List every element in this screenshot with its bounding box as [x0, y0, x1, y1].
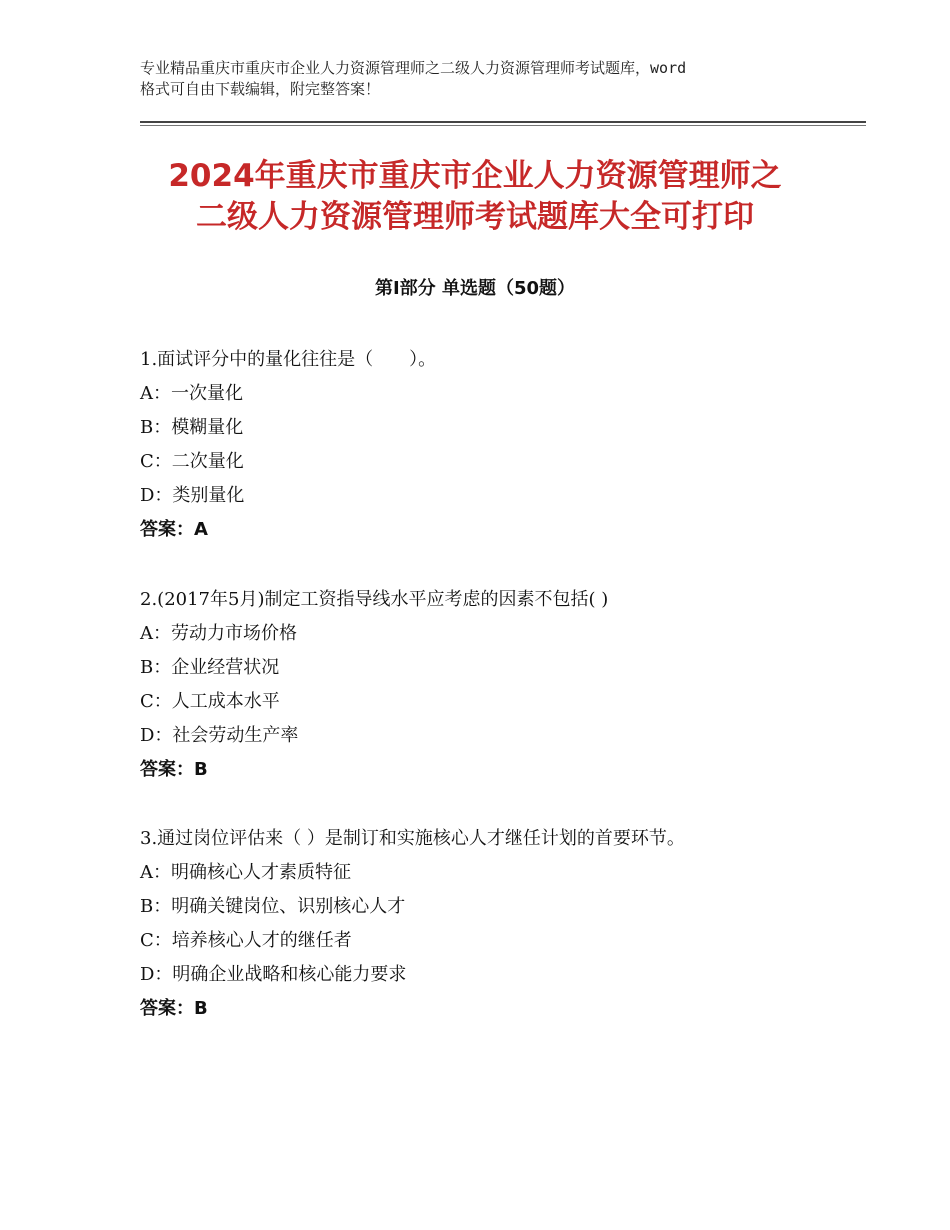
option-b: B：明确关键岗位、识别核心人才	[140, 896, 406, 917]
question-1	[140, 343, 860, 547]
option-b: B：企业经营状况	[140, 657, 280, 678]
header-note-line-1: 专业精品重庆市重庆市企业人力资源管理师之二级人力资源管理师考试题库，word	[140, 59, 687, 77]
option-c: C：二次量化	[140, 451, 244, 472]
question-stem: 3.通过岗位评估来（ ）是制订和实施核心人才继任计划的首要环节。	[140, 828, 685, 849]
option-c: C：培养核心人才的继任者	[140, 930, 352, 951]
document-title-line-1: 2024年重庆市重庆市企业人力资源管理师之	[168, 158, 782, 194]
option-c: C：人工成本水平	[140, 691, 280, 712]
option-a: A：劳动力市场价格	[140, 623, 297, 644]
option-d: D：类别量化	[140, 485, 245, 506]
option-d: D：明确企业战略和核心能力要求	[140, 964, 407, 985]
answer: 答案：A	[140, 519, 208, 540]
header-note	[140, 58, 840, 100]
document-title-line-2: 二级人力资源管理师考试题库大全可打印	[196, 199, 754, 235]
question-stem: 2.(2017年5月)制定工资指导线水平应考虑的因素不包括( )	[140, 589, 609, 610]
question-3	[140, 822, 860, 1026]
option-b: B：模糊量化	[140, 417, 244, 438]
header-note-line-2: 格式可自由下载编辑，附完整答案！	[140, 80, 381, 98]
answer: 答案：B	[140, 759, 208, 780]
section-heading: 第I部分 单选题（50题）	[374, 278, 575, 299]
question-2	[140, 583, 860, 787]
option-a: A：一次量化	[140, 383, 243, 404]
question-stem: 1.面试评分中的量化往往是（ ）。	[140, 349, 437, 370]
option-d: D：社会劳动生产率	[140, 725, 299, 746]
header-divider-thick	[140, 121, 866, 123]
answer: 答案：B	[140, 998, 208, 1019]
header-divider-thin	[140, 125, 866, 126]
document-title	[100, 156, 850, 238]
option-a: A：明确核心人才素质特征	[140, 862, 351, 883]
